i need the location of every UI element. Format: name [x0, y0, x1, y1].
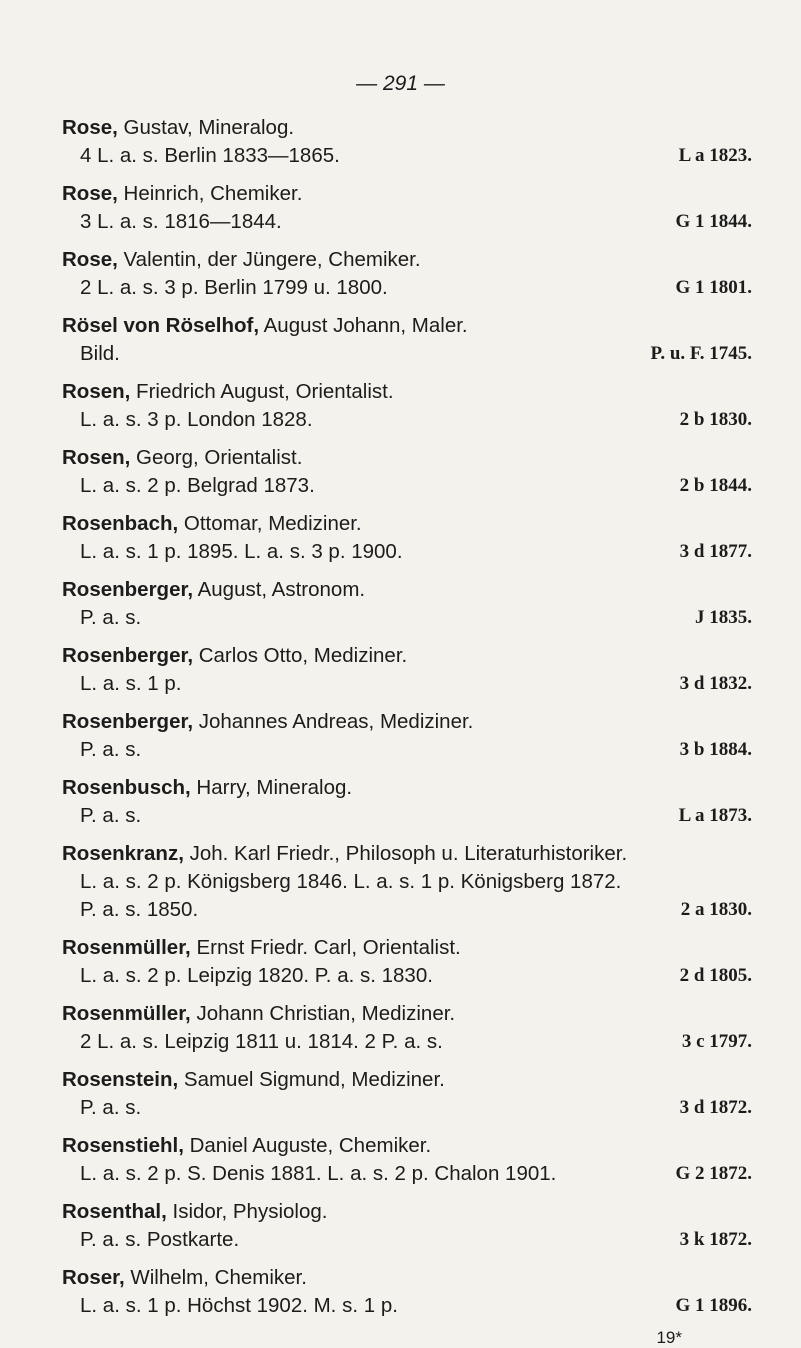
shelf-mark: G 1 1801. — [675, 277, 752, 298]
entry-description: Daniel Auguste, Chemiker. — [183, 1134, 432, 1157]
entry-name: Roser, — [62, 1266, 125, 1289]
list-item — [62, 1000, 752, 1056]
entry-name: Rosenberger, — [62, 578, 194, 601]
page-number: — 291 — — [356, 72, 445, 95]
entry-name: Rösel von Röselhof, — [62, 314, 260, 337]
entry-name: Rosenthal, — [62, 1200, 167, 1223]
entry-detail: L. a. s. 2 p. Königsberg 1846. L. a. s. 1 p. Königsberg 1872. — [80, 870, 622, 893]
list-item — [62, 1198, 752, 1254]
list-item — [62, 180, 752, 236]
entry-detail: L. a. s. 1 p. 1895. L. a. s. 3 p. 1900. — [80, 540, 403, 563]
shelf-mark: 2 a 1830. — [680, 899, 752, 920]
entry-name: Rosen, — [62, 446, 131, 469]
entry-detail: P. a. s. — [80, 606, 142, 629]
list-item — [62, 576, 752, 632]
entry-description: Johann Christian, Mediziner. — [190, 1002, 456, 1025]
list-item — [62, 642, 752, 698]
entry-detail: P. a. s. Postkarte. — [80, 1228, 240, 1251]
list-item — [62, 114, 752, 170]
shelf-mark: 3 c 1797. — [681, 1031, 752, 1052]
shelf-mark: 3 d 1877. — [679, 541, 752, 562]
entry-description: Johannes Andreas, Mediziner. — [193, 710, 474, 733]
entry-detail: L. a. s. 1 p. Höchst 1902. M. s. 1 p. — [80, 1294, 398, 1317]
shelf-mark: G 1 1844. — [675, 211, 752, 232]
list-item — [62, 840, 752, 924]
entry-name: Rosenberger, — [62, 710, 194, 733]
entry-description: Harry, Mineralog. — [190, 776, 353, 799]
entry-list — [62, 114, 752, 1348]
list-item — [62, 1066, 752, 1122]
shelf-mark: 2 b 1830. — [679, 409, 752, 430]
signature-mark: 19* — [656, 1328, 682, 1347]
shelf-mark: J 1835. — [695, 607, 752, 628]
entry-detail: L. a. s. 1 p. — [80, 672, 182, 695]
entry-detail: Bild. — [80, 342, 120, 365]
entry-description: Carlos Otto, Mediziner. — [193, 644, 408, 667]
list-item — [62, 1132, 752, 1188]
shelf-mark: 3 d 1872. — [679, 1097, 752, 1118]
entry-detail: L. a. s. 2 p. S. Denis 1881. L. a. s. 2 p. Chalon 1901. — [80, 1162, 557, 1185]
entry-name: Rose, — [62, 248, 118, 271]
entry-name: Rosenmüller, — [62, 936, 191, 959]
shelf-mark: L a 1823. — [678, 145, 752, 166]
list-item — [62, 444, 752, 500]
entry-detail: 2 L. a. s. Leipzig 1811 u. 1814. 2 P. a. s. — [80, 1030, 443, 1053]
entry-description: Ottomar, Mediziner. — [178, 512, 362, 535]
entry-detail: 3 L. a. s. 1816—1844. — [80, 210, 282, 233]
list-item — [62, 246, 752, 302]
entry-name: Rosenbusch, — [62, 776, 191, 799]
list-item — [62, 1264, 752, 1320]
shelf-mark: 2 d 1805. — [679, 965, 752, 986]
entry-detail: P. a. s. — [80, 804, 142, 827]
entry-description: Georg, Orientalist. — [130, 446, 303, 469]
entry-detail: P. a. s. — [80, 738, 142, 761]
entry-description: Samuel Sigmund, Mediziner. — [178, 1068, 445, 1091]
shelf-mark: G 1 1896. — [675, 1295, 752, 1316]
entry-detail: P. a. s. 1850. — [80, 898, 199, 921]
entry-description: Joh. Karl Friedr., Philosoph u. Literaturhistoriker. — [183, 842, 628, 865]
entry-description: Heinrich, Chemiker. — [117, 182, 303, 205]
shelf-mark: 3 k 1872. — [679, 1229, 752, 1250]
entry-detail: 4 L. a. s. Berlin 1833—1865. — [80, 144, 340, 167]
shelf-mark: L a 1873. — [678, 805, 752, 826]
shelf-mark: 2 b 1844. — [679, 475, 752, 496]
entry-description: Ernst Friedr. Carl, Orientalist. — [190, 936, 461, 959]
list-item — [62, 378, 752, 434]
shelf-mark: P. u. F. 1745. — [650, 343, 752, 364]
list-item — [62, 510, 752, 566]
entry-detail: L. a. s. 2 p. Belgrad 1873. — [80, 474, 315, 497]
entry-name: Rosenstein, — [62, 1068, 179, 1091]
list-item — [62, 312, 752, 368]
shelf-mark: 3 b 1884. — [679, 739, 752, 760]
entry-description: Valentin, der Jüngere, Chemiker. — [117, 248, 421, 271]
entry-name: Rosenstiehl, — [62, 1134, 184, 1157]
entry-description: August Johann, Maler. — [259, 314, 468, 337]
entry-detail: P. a. s. — [80, 1096, 142, 1119]
entry-description: Friedrich August, Orientalist. — [130, 380, 394, 403]
shelf-mark: G 2 1872. — [675, 1163, 752, 1184]
entry-name: Rosenberger, — [62, 644, 194, 667]
entry-detail: L. a. s. 2 p. Leipzig 1820. P. a. s. 1830. — [80, 964, 433, 987]
entry-name: Rosenkranz, — [62, 842, 184, 865]
entry-name: Rosenmüller, — [62, 1002, 191, 1025]
entry-detail: 2 L. a. s. 3 p. Berlin 1799 u. 1800. — [80, 276, 388, 299]
entry-description: Wilhelm, Chemiker. — [124, 1266, 307, 1289]
list-item — [62, 708, 752, 764]
entry-name: Rosen, — [62, 380, 131, 403]
entry-description: August, Astronom. — [193, 578, 366, 601]
shelf-mark: 3 d 1832. — [679, 673, 752, 694]
entry-description: Gustav, Mineralog. — [117, 116, 295, 139]
entry-description: Isidor, Physiolog. — [166, 1200, 328, 1223]
list-item — [62, 934, 752, 990]
entry-name: Rosenbach, — [62, 512, 179, 535]
list-item — [62, 774, 752, 830]
entry-name: Rose, — [62, 116, 118, 139]
entry-name: Rose, — [62, 182, 118, 205]
entry-detail: L. a. s. 3 p. London 1828. — [80, 408, 313, 431]
